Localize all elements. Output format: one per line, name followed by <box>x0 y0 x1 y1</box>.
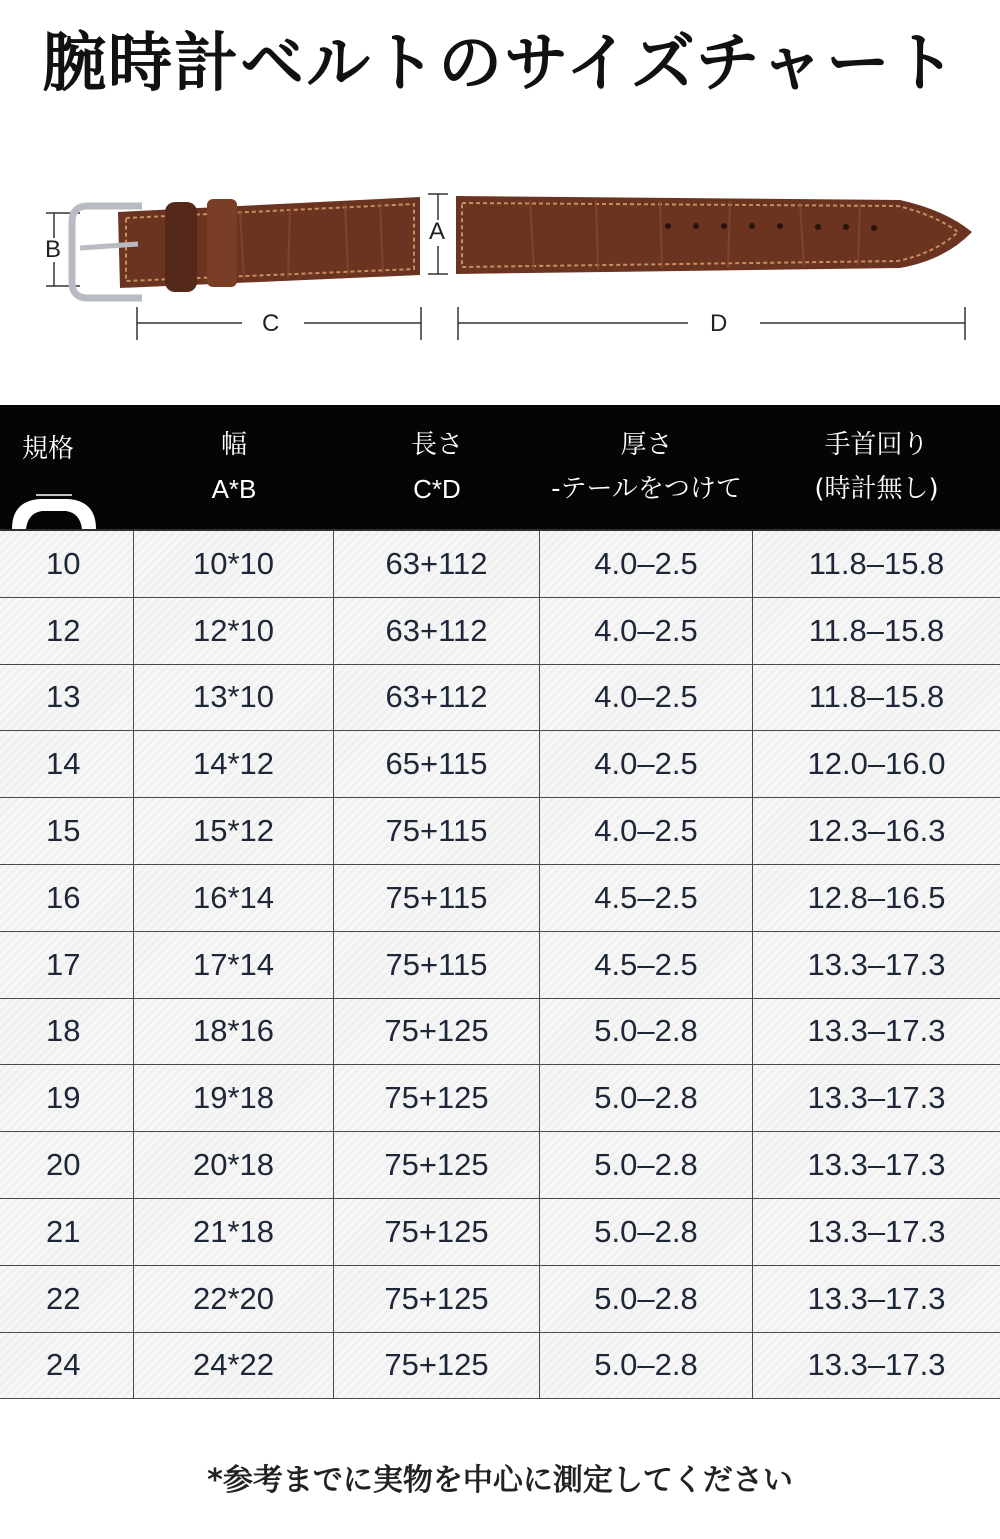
dimension-label-a: A <box>429 218 446 245</box>
cell-width: 18*16 <box>134 999 334 1065</box>
watch-strap-illustration <box>0 170 1000 370</box>
cell-thickness: 5.0–2.8 <box>540 999 753 1065</box>
cell-thickness: 4.0–2.5 <box>540 531 753 597</box>
cell-length: 65+115 <box>334 731 540 797</box>
header-thickness-sub: -テールをつけて <box>551 474 742 504</box>
cell-width: 12*10 <box>134 598 334 664</box>
table-body <box>0 529 1000 1399</box>
header-wrist-label: 手首回り <box>824 430 929 460</box>
cell-wrist: 12.3–16.3 <box>807 813 946 849</box>
cell-width: 10*10 <box>134 531 334 597</box>
cell-spec: 22 <box>0 1266 134 1332</box>
header-length-label: 長さ <box>410 430 463 460</box>
table-row <box>0 1199 1000 1266</box>
cell-wrist: 11.8–15.8 <box>808 545 945 581</box>
table-header <box>0 405 1000 529</box>
cell-spec: 10 <box>0 531 134 597</box>
cell-wrist: 13.3–17.3 <box>807 1280 946 1316</box>
cell-length: 75+115 <box>334 932 540 998</box>
cell-length: 63+112 <box>334 598 540 664</box>
header-wrist-sub: (時計無し) <box>814 474 939 504</box>
cell-length: 75+115 <box>334 798 540 864</box>
cell-wrist: 13.3–17.3 <box>807 1013 946 1049</box>
cell-thickness: 5.0–2.8 <box>540 1065 753 1131</box>
table-row <box>0 1266 1000 1333</box>
cell-length: 63+112 <box>334 665 540 731</box>
table-row <box>0 1065 1000 1132</box>
dimension-label-c: C <box>262 310 280 337</box>
cell-thickness: 4.5–2.5 <box>540 932 753 998</box>
header-spec-label: 規格 <box>22 434 75 464</box>
cell-wrist: 12.8–16.5 <box>807 879 946 915</box>
cell-thickness: 4.0–2.5 <box>540 731 753 797</box>
cell-wrist: 13.3–17.3 <box>807 946 946 982</box>
cell-spec: 19 <box>0 1065 134 1131</box>
cell-width: 14*12 <box>134 731 334 797</box>
table-row <box>0 731 1000 798</box>
cell-width: 16*14 <box>134 865 334 931</box>
cell-length: 75+125 <box>334 999 540 1065</box>
cell-width: 24*22 <box>134 1333 334 1399</box>
strap-diagram <box>0 170 1000 370</box>
header-thickness-label: 厚さ <box>620 430 673 460</box>
header-wrist <box>753 405 1000 529</box>
dimension-label-b: B <box>45 236 62 263</box>
header-length <box>334 405 540 529</box>
cell-length: 75+125 <box>334 1266 540 1332</box>
table-row <box>0 932 1000 999</box>
dimension-label-d: D <box>710 310 728 337</box>
cell-width: 17*14 <box>134 932 334 998</box>
header-width-sub: A*B <box>211 474 257 504</box>
cell-length: 75+125 <box>334 1199 540 1265</box>
cell-wrist: 12.0–16.0 <box>807 746 946 782</box>
cell-width: 21*18 <box>134 1199 334 1265</box>
cell-spec: 12 <box>0 598 134 664</box>
cell-spec: 18 <box>0 999 134 1065</box>
cell-spec: 21 <box>0 1199 134 1265</box>
cell-spec: 16 <box>0 865 134 931</box>
cell-spec: 13 <box>0 665 134 731</box>
cell-length: 75+125 <box>334 1132 540 1198</box>
cell-thickness: 4.0–2.5 <box>540 798 753 864</box>
cell-thickness: 5.0–2.8 <box>540 1132 753 1198</box>
table-row <box>0 598 1000 665</box>
cell-width: 22*20 <box>134 1266 334 1332</box>
size-table <box>0 405 1000 1399</box>
short-strap-piece <box>118 197 420 292</box>
header-width <box>134 405 334 529</box>
cell-wrist: 13.3–17.3 <box>807 1213 946 1249</box>
header-width-label: 幅 <box>220 430 247 460</box>
cell-wrist: 13.3–17.3 <box>807 1080 946 1116</box>
cell-width: 20*18 <box>134 1132 334 1198</box>
cell-thickness: 4.5–2.5 <box>540 865 753 931</box>
table-row <box>0 865 1000 932</box>
cell-wrist: 11.8–15.8 <box>808 612 945 648</box>
watch-lug-icon <box>8 493 100 529</box>
cell-wrist: 11.8–15.8 <box>808 679 945 715</box>
cell-thickness: 5.0–2.8 <box>540 1333 753 1399</box>
cell-length: 75+125 <box>334 1333 540 1399</box>
cell-spec: 14 <box>0 731 134 797</box>
cell-spec: 24 <box>0 1333 134 1399</box>
cell-width: 15*12 <box>134 798 334 864</box>
header-thickness <box>540 405 753 529</box>
cell-width: 19*18 <box>134 1065 334 1131</box>
cell-spec: 15 <box>0 798 134 864</box>
long-strap-piece <box>456 196 972 274</box>
cell-spec: 17 <box>0 932 134 998</box>
table-row <box>0 665 1000 732</box>
table-row <box>0 798 1000 865</box>
cell-spec: 20 <box>0 1132 134 1198</box>
cell-width: 13*10 <box>134 665 334 731</box>
table-row <box>0 1333 1000 1400</box>
table-row <box>0 1132 1000 1199</box>
cell-thickness: 4.0–2.5 <box>540 665 753 731</box>
page-title: 腕時計ベルトのサイズチャート <box>42 26 958 101</box>
cell-length: 75+125 <box>334 1065 540 1131</box>
header-length-sub: C*D <box>413 474 461 504</box>
table-row <box>0 999 1000 1066</box>
cell-wrist: 13.3–17.3 <box>807 1147 946 1183</box>
cell-thickness: 5.0–2.8 <box>540 1199 753 1265</box>
table-row <box>0 531 1000 598</box>
cell-thickness: 4.0–2.5 <box>540 598 753 664</box>
cell-wrist: 13.3–17.3 <box>807 1347 946 1383</box>
measurement-note: *参考までに実物を中心に測定してください <box>207 1463 793 1498</box>
cell-thickness: 5.0–2.8 <box>540 1266 753 1332</box>
cell-length: 75+115 <box>334 865 540 931</box>
cell-length: 63+112 <box>334 531 540 597</box>
